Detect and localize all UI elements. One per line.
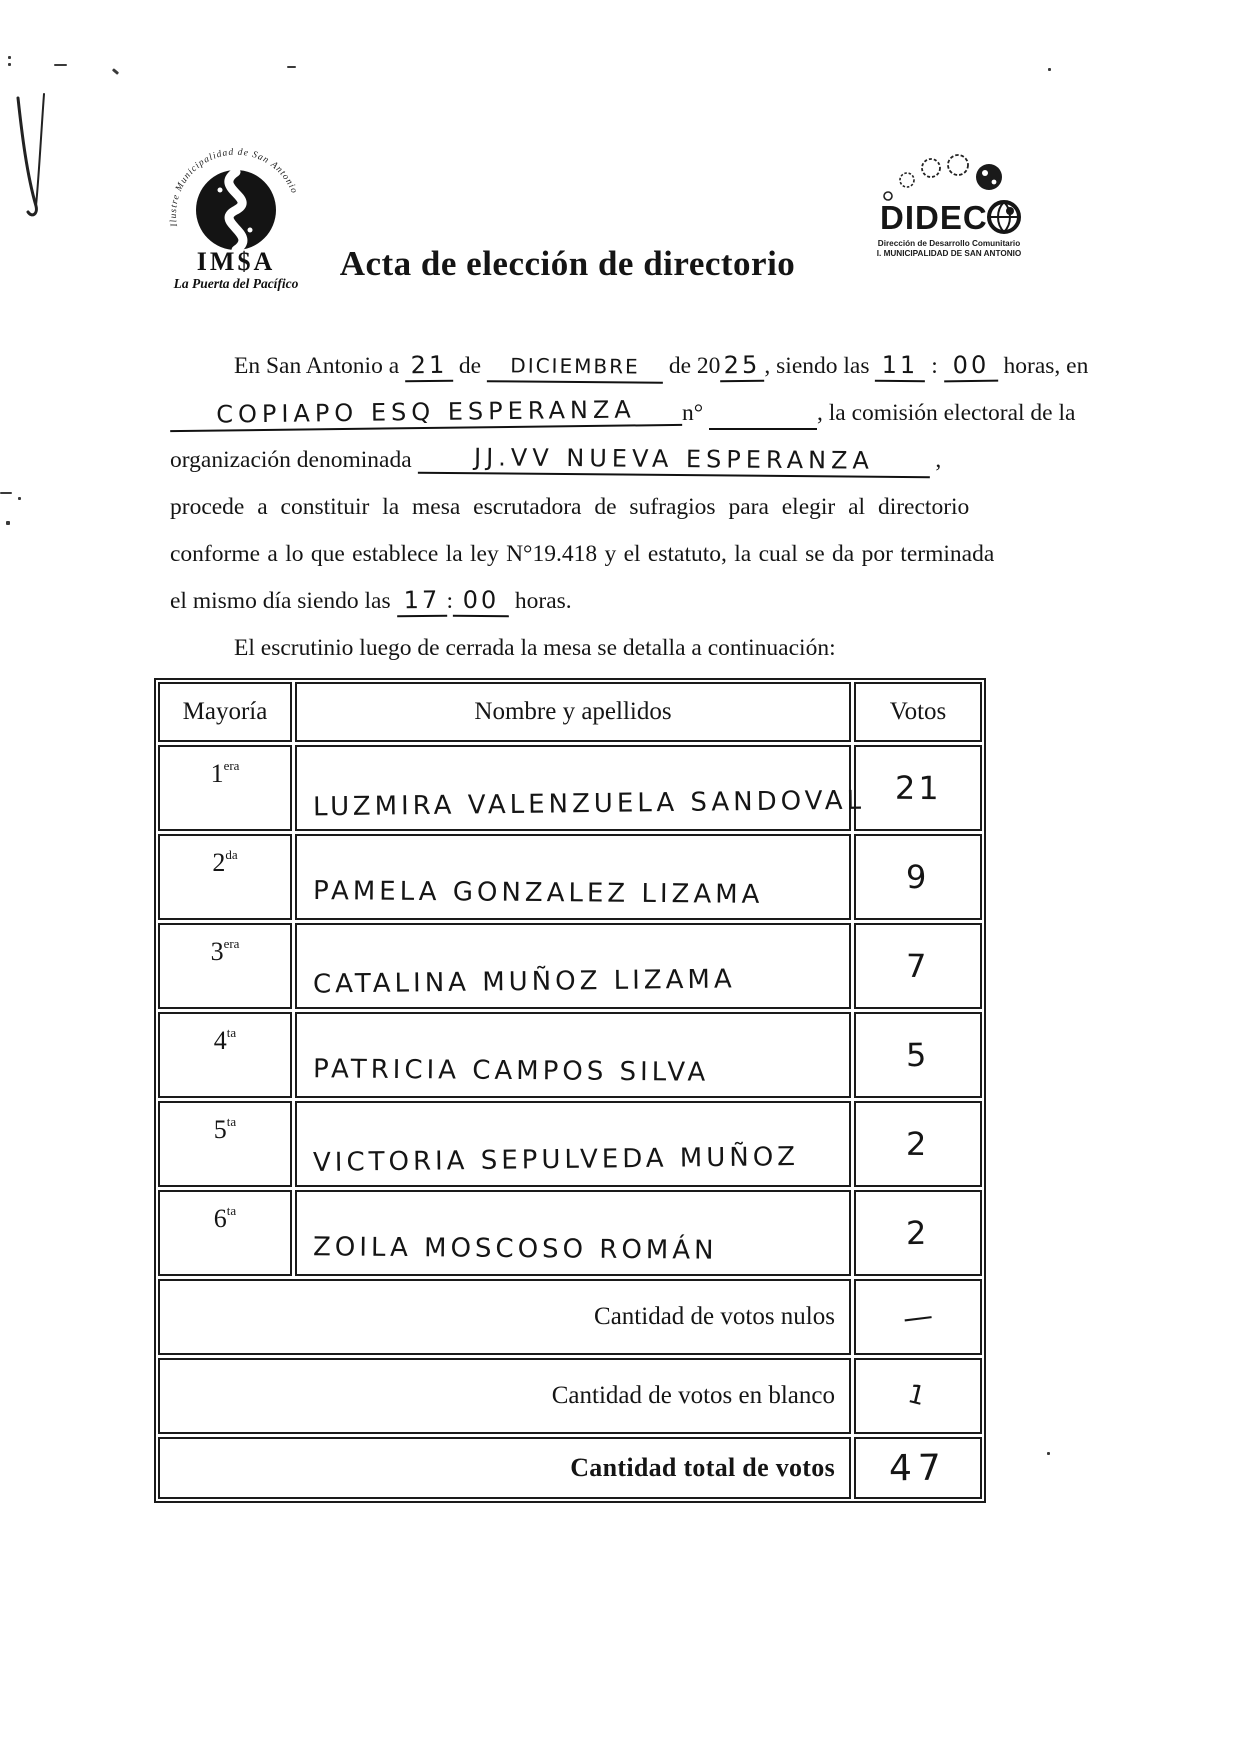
votes-cell — [854, 1101, 982, 1187]
rank-suffix: ta — [226, 1025, 237, 1040]
handwritten-candidate-name: ZOILA MOSCOSO ROMÁN — [312, 1232, 718, 1266]
rank-number: 3 — [210, 937, 224, 966]
candidate-name-cell — [295, 834, 851, 920]
scan-speck — [287, 66, 296, 68]
handwritten-candidate-name: CATALINA MUÑOZ LIZAMA — [312, 964, 736, 1000]
null-votes-value-cell — [854, 1279, 982, 1355]
rank-number: 6 — [213, 1204, 227, 1233]
rank-number: 5 — [213, 1115, 227, 1144]
printed-text: conforme a lo que establece la ley N°19.418 y el estatuto, la cual se da por terminada — [170, 541, 995, 567]
handwritten-blank-votes-mark: 1 — [904, 1379, 932, 1413]
blank-number-field — [709, 398, 817, 430]
printed-text: n° — [682, 400, 704, 426]
rank-suffix: ta — [226, 1114, 237, 1129]
handwritten-candidate-name: PAMELA GONZALEZ LIZAMA — [312, 876, 764, 910]
rank-cell — [158, 745, 292, 831]
printed-text: , siendo las — [764, 353, 870, 379]
imsa-slogan: La Puerta del Pacífico — [173, 276, 299, 291]
column-header-votos: Votos — [854, 682, 982, 742]
candidate-name-cell — [295, 1101, 851, 1187]
rank-cell — [158, 1190, 292, 1276]
total-votes-label: Cantidad total de votos — [158, 1437, 851, 1499]
blank-votes-label: Cantidad de votos en blanco — [158, 1358, 851, 1434]
handwritten-end-hour: 17 — [396, 585, 446, 618]
dideco-wordmark: DIDEC — [880, 199, 988, 236]
intro-line-7 — [170, 628, 968, 675]
rank-number: 1 — [210, 759, 224, 788]
blank-votes-value-cell — [854, 1358, 982, 1434]
scan-speck — [0, 492, 12, 494]
handwritten-candidate-name: PATRICIA CAMPOS SILVA — [312, 1054, 710, 1088]
imsa-ring-text: Ilustre Municipalidad de San Antonio — [168, 147, 300, 228]
votes-cell — [854, 1190, 982, 1276]
printed-text: de — [458, 353, 482, 379]
intro-line-1 — [170, 346, 1089, 393]
handwritten-vote-count: 7 — [906, 946, 930, 986]
handwritten-vote-count: 9 — [906, 857, 930, 897]
rank-suffix: da — [225, 847, 238, 862]
printed-text: , la comisión electoral de la — [817, 400, 1076, 426]
rank-cell — [158, 1101, 292, 1187]
scan-speck — [18, 497, 21, 500]
handwritten-organization: JJ.VV NUEVA ESPERANZA — [417, 442, 929, 478]
null-votes-label: Cantidad de votos nulos — [158, 1279, 851, 1355]
handwritten-total-votes: 47 — [888, 1447, 948, 1489]
printed-text: organización denominada — [170, 447, 412, 473]
printed-text: El escrutinio luego de cerrada la mesa se detalla a continuación: — [234, 635, 836, 661]
candidate-name-cell — [295, 1190, 851, 1276]
votes-cell — [854, 745, 982, 831]
intro-line-4 — [170, 487, 968, 534]
rank-number: 2 — [212, 848, 226, 877]
intro-line-6 — [170, 581, 968, 628]
handwritten-candidate-name: VICTORIA SEPULVEDA MUÑOZ — [312, 1142, 800, 1178]
votes-cell — [854, 923, 982, 1009]
handwritten-null-votes-mark: — — [900, 1297, 936, 1337]
printed-text: : — [931, 353, 938, 379]
rank-cell — [158, 923, 292, 1009]
scan-speck — [8, 63, 11, 66]
dideco-subtitle-1: Dirección de Desarrollo Comunitario — [877, 239, 1021, 248]
printed-text: : — [446, 588, 454, 614]
handwritten-candidate-name: LUZMIRA VALENZUELA SANDOVAL — [312, 785, 866, 823]
handwritten-year: 25 — [720, 350, 764, 383]
document-title: Acta de elección de directorio — [339, 244, 796, 283]
intro-line-2 — [170, 393, 1076, 440]
handwritten-minute: 00 — [943, 350, 997, 383]
intro-line-3 — [170, 440, 968, 487]
handwritten-end-minute: 00 — [453, 585, 509, 617]
printed-text: En San Antonio a — [234, 353, 400, 379]
votes-cell — [854, 1012, 982, 1098]
candidate-name-cell — [295, 1012, 851, 1098]
scan-speck — [8, 56, 11, 59]
rank-suffix: ta — [226, 1203, 237, 1218]
rank-cell — [158, 1012, 292, 1098]
dideco-subtitle-2: I. MUNICIPALIDAD DE SAN ANTONIO — [876, 249, 1022, 258]
scan-speck — [1048, 68, 1051, 71]
printed-text: de 20 — [668, 353, 721, 379]
scan-speck — [54, 64, 67, 66]
handwritten-vote-count: 5 — [906, 1035, 930, 1075]
candidate-name-cell — [295, 745, 866, 831]
votes-cell — [854, 834, 982, 920]
scan-speck — [6, 521, 10, 525]
handwritten-vote-count: 21 — [894, 768, 942, 808]
printed-text: , — [935, 447, 942, 473]
printed-text: el mismo día siendo las — [170, 588, 391, 614]
handwritten-vote-count: 2 — [906, 1124, 930, 1164]
handwritten-day: 21 — [405, 350, 453, 383]
column-header-mayoria: Mayoría — [158, 682, 292, 742]
printed-text: horas, en — [1003, 353, 1089, 379]
handwritten-place: COPIAPO ESQ ESPERANZA — [170, 394, 682, 432]
handwritten-vote-count: 2 — [906, 1213, 930, 1253]
column-header-nombre: Nombre y apellidos — [295, 682, 851, 742]
candidate-name-cell — [295, 923, 851, 1009]
rank-number: 4 — [213, 1026, 227, 1055]
rank-suffix: era — [223, 758, 240, 773]
rank-cell — [158, 834, 292, 920]
handwritten-month: DICIEMBRE — [487, 350, 663, 384]
rank-suffix: era — [223, 936, 240, 951]
election-results-table — [154, 678, 986, 1503]
printed-text: procede a constituir la mesa escrutadora de sufragios para elegir al directorio — [170, 494, 970, 520]
handwritten-hour: 11 — [875, 350, 925, 382]
intro-line-5 — [170, 534, 995, 581]
imsa-acronym: IM$A — [196, 247, 276, 276]
total-votes-value-cell — [854, 1437, 982, 1499]
scan-speck — [112, 68, 119, 75]
pen-scribble-mark — [10, 90, 54, 225]
scan-speck — [1047, 1452, 1050, 1455]
printed-text: horas. — [514, 588, 572, 614]
intro-paragraph — [170, 346, 1089, 675]
